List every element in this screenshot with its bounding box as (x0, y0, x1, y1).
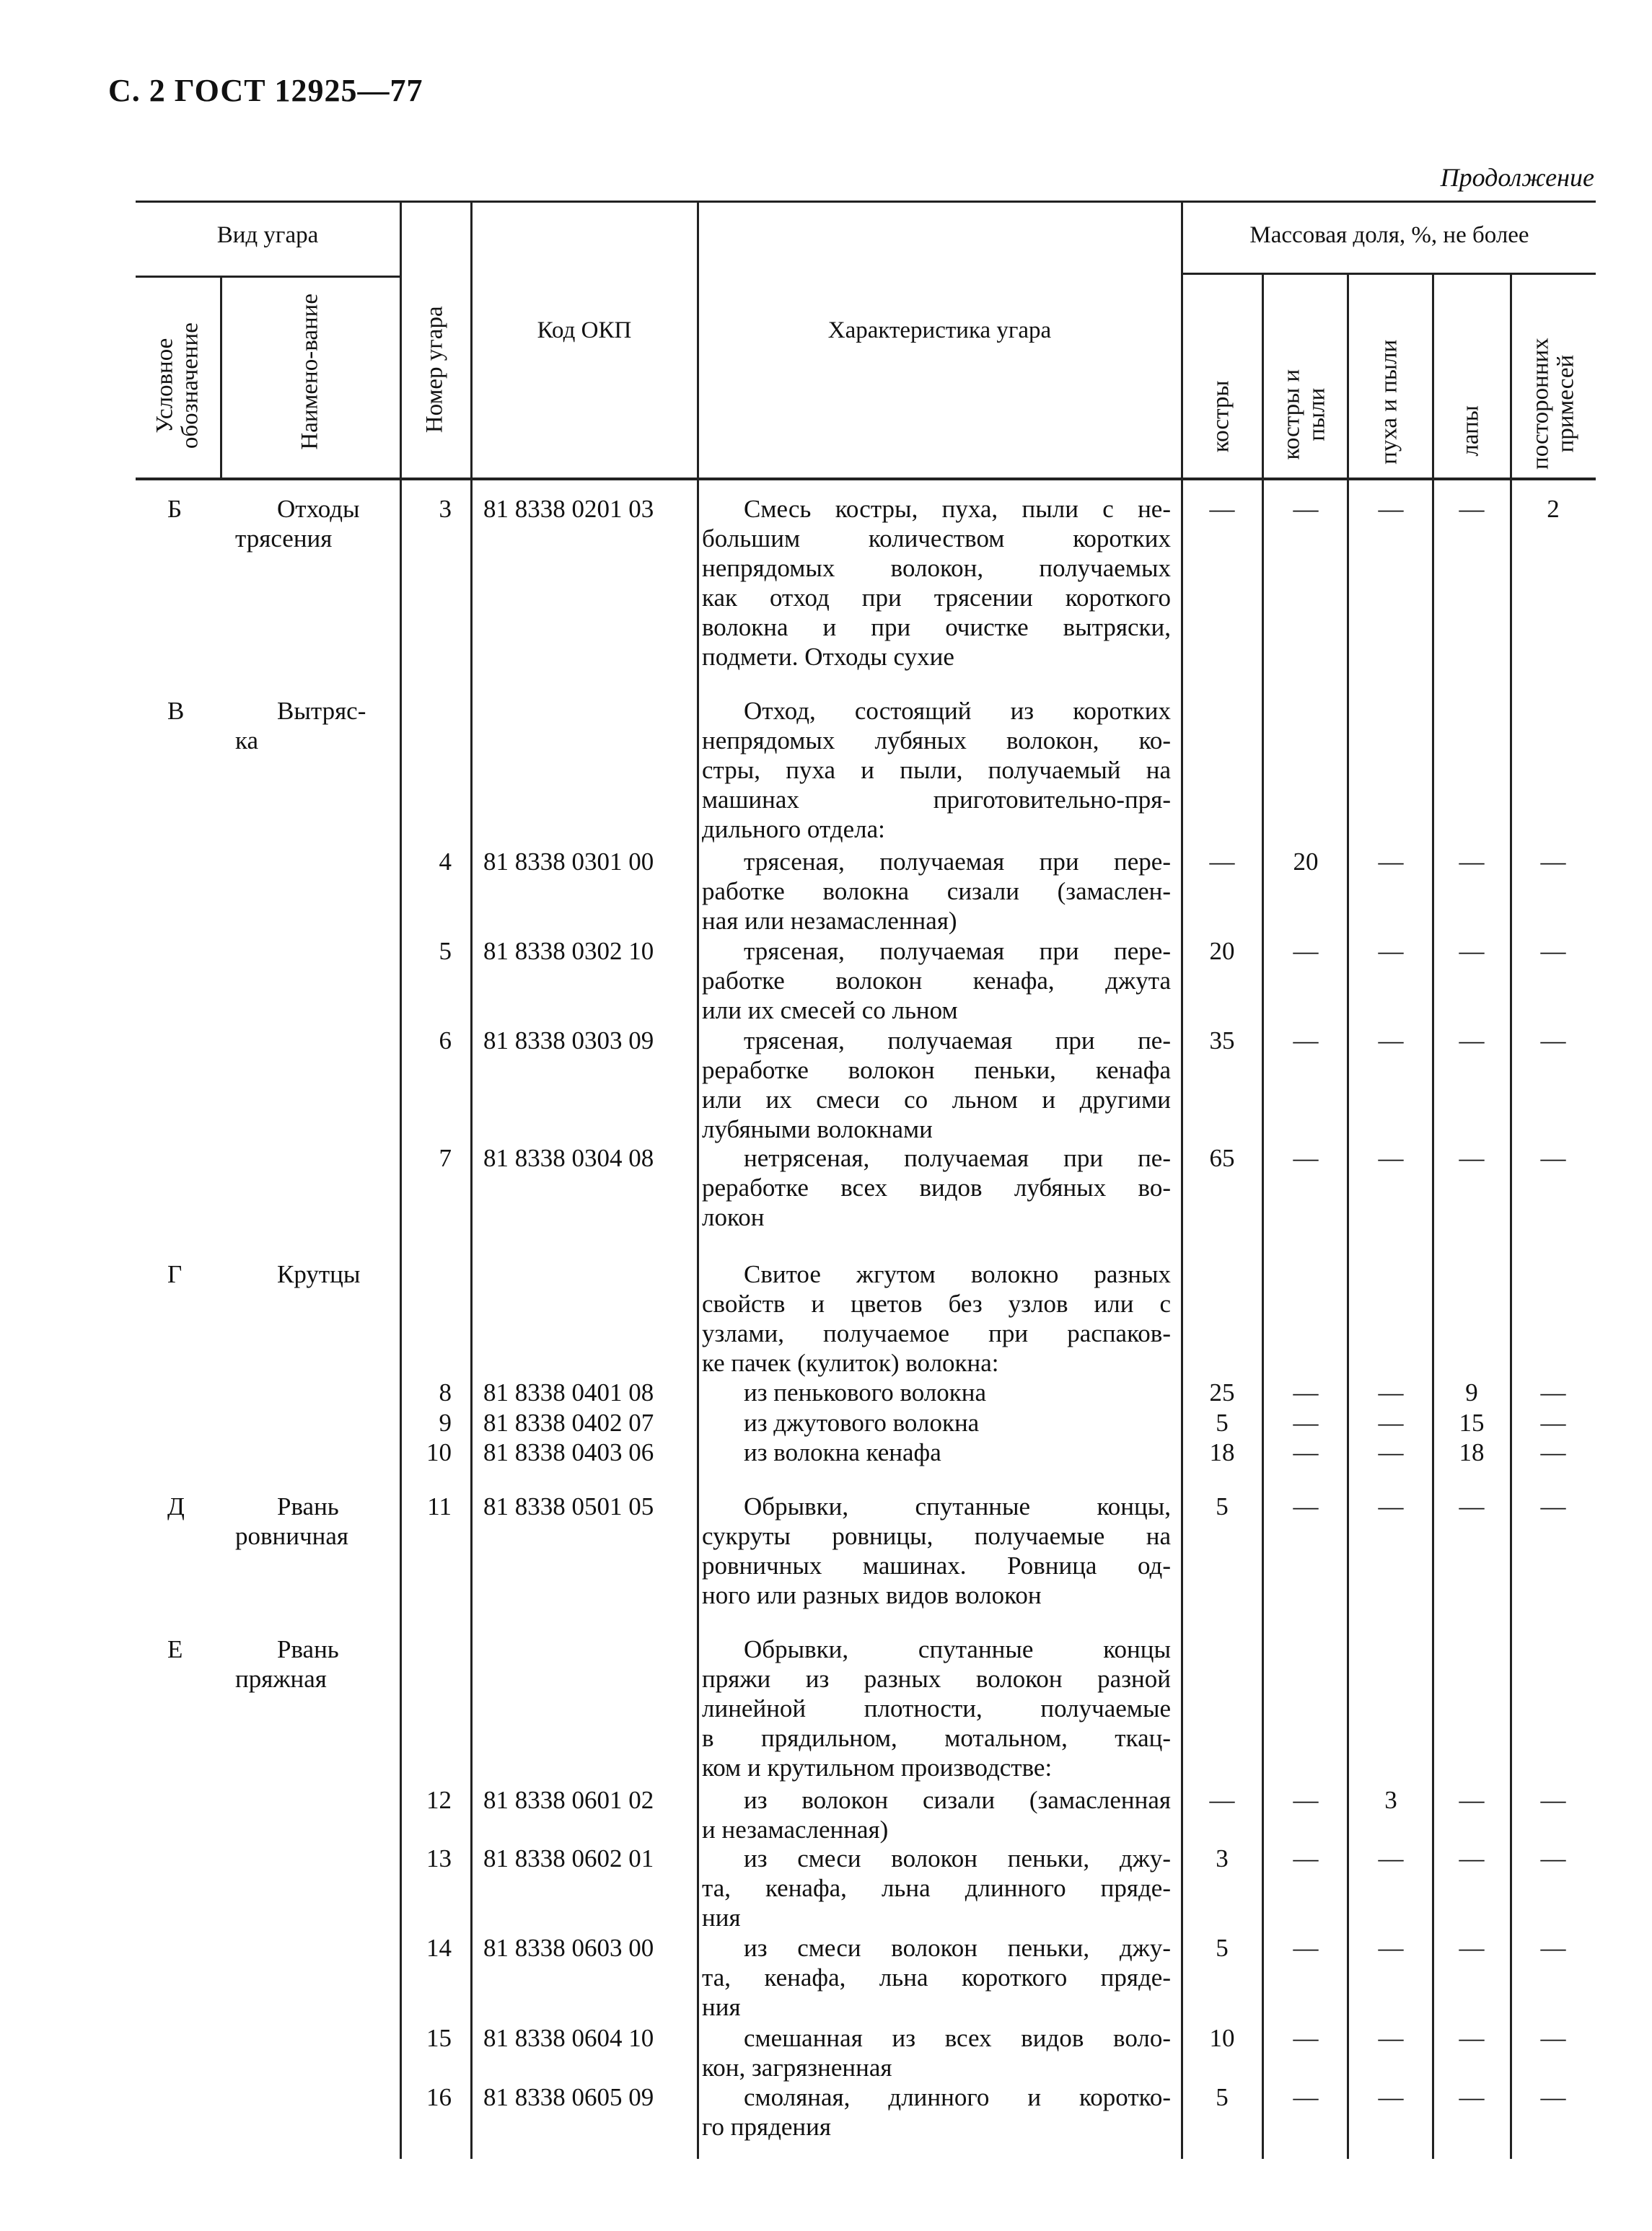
row-number: 4 (439, 848, 452, 876)
description-line: дильного отдела: (702, 815, 885, 843)
subheader-rule-right (1181, 273, 1596, 275)
row-okp-code: 81 8338 0603 00 (483, 1934, 654, 1962)
row-value: — (1209, 848, 1235, 876)
description-line: ком и крутильном производстве: (702, 1753, 1053, 1782)
description-line: та, кенафа, льна короткого пряде- (702, 1963, 1171, 1992)
row-value: — (1293, 1378, 1319, 1407)
row-okp-code: 81 8338 0304 08 (483, 1144, 654, 1172)
row-value: — (1540, 2083, 1566, 2111)
row-number: 14 (426, 1934, 452, 1962)
row-number: 9 (439, 1409, 452, 1437)
description-block (702, 1492, 1171, 1610)
description-block (702, 1408, 1171, 1438)
description-line: ке пачек (кулиток) волокна: (702, 1349, 999, 1377)
description-line: большим количеством коротких (702, 524, 1171, 553)
description-line: подмети. Отходы сухие (702, 643, 954, 671)
top-rule (136, 201, 1596, 203)
row-value: 20 (1293, 848, 1319, 876)
description-line: Свитое жгутом волокно разных (744, 1260, 1171, 1288)
description-block (702, 494, 1171, 672)
row-value: — (1209, 1786, 1235, 1814)
header-naimenovanie: Наимено-вание (296, 294, 323, 450)
description-line: Смесь костры, пуха, пыли с не- (744, 495, 1171, 523)
row-value: 2 (1547, 495, 1560, 523)
row-value: — (1540, 848, 1566, 876)
description-line: свойств и цветов без узлов или с (702, 1290, 1171, 1318)
row-value: 15 (1459, 1409, 1485, 1437)
row-value: — (1459, 2024, 1485, 2052)
row-number: 10 (426, 1438, 452, 1466)
group-name-line: ровничная (235, 1522, 348, 1550)
description-line: и незамасленная) (702, 1816, 889, 1844)
description-line: трясеная, получаемая при пе- (744, 1026, 1171, 1055)
row-value: — (1540, 1438, 1566, 1466)
row-okp-code: 81 8338 0402 07 (483, 1409, 654, 1437)
description-line: непрядомых волокон, получаемых (702, 554, 1171, 582)
row-value: 3 (1216, 1844, 1229, 1873)
header-kod: Код ОКП (537, 317, 632, 343)
row-value: — (1540, 1409, 1566, 1437)
row-value: — (1459, 848, 1485, 876)
group-code: Г (167, 1260, 183, 1288)
description-line: Обрывки, спутанные концы (744, 1635, 1171, 1663)
row-value: — (1378, 1026, 1404, 1055)
description-block (702, 1143, 1171, 1232)
row-okp-code: 81 8338 0601 02 (483, 1786, 654, 1814)
row-value: — (1293, 1438, 1319, 1466)
row-value: — (1293, 2024, 1319, 2052)
description-line: волокна и при очистке вытряски, (702, 613, 1171, 641)
subheader-rule-left (136, 276, 400, 278)
row-value: — (1459, 1026, 1485, 1055)
group-name (235, 1259, 387, 1289)
header-harakteristika: Характеристика угара (827, 317, 1052, 343)
row-value: — (1459, 1144, 1485, 1172)
row-okp-code: 81 8338 0401 08 (483, 1378, 654, 1407)
col-divider-7 (1347, 273, 1349, 2159)
row-okp-code: 81 8338 0604 10 (483, 2024, 654, 2052)
description-block (702, 1933, 1171, 2022)
description-block (702, 1259, 1171, 1378)
group-code: Д (167, 1492, 185, 1521)
row-value: — (1540, 1378, 1566, 1407)
description-block (702, 1026, 1171, 1144)
row-value: — (1293, 1844, 1319, 1873)
description-block (702, 1378, 1171, 1407)
group-name (235, 1492, 387, 1551)
row-value: — (1293, 1144, 1319, 1172)
description-block (702, 1844, 1171, 1932)
group-name-line: трясения (235, 524, 333, 553)
group-name-line: Рвань (277, 1635, 339, 1663)
description-line: ровничных машинах. Ровница од- (702, 1552, 1171, 1580)
col-divider-1 (220, 276, 222, 478)
description-block (702, 936, 1171, 1025)
description-block (702, 696, 1171, 844)
row-number: 16 (426, 2083, 452, 2111)
header-bottom-rule (136, 478, 1596, 480)
row-number: 7 (439, 1144, 452, 1172)
row-value: — (1378, 1378, 1404, 1407)
row-value: — (1540, 1934, 1566, 1962)
header-vid-ugara: Вид угара (216, 222, 319, 248)
row-value: — (1378, 1844, 1404, 1873)
group-name-line: Рвань (277, 1492, 339, 1521)
row-value: 35 (1209, 1026, 1235, 1055)
description-line: узлами, получаемое при распаков- (702, 1319, 1171, 1347)
row-value: — (1540, 937, 1566, 965)
row-okp-code: 81 8338 0602 01 (483, 1844, 654, 1873)
description-line: как отход при трясении короткого (702, 584, 1171, 612)
description-line: из волокна кенафа (744, 1438, 941, 1466)
group-code: Б (167, 495, 183, 523)
description-line: или их смесей со льном (702, 996, 958, 1024)
row-value: — (1378, 937, 1404, 965)
row-value: — (1378, 1438, 1404, 1466)
description-line: трясеная, получаемая при пере- (744, 937, 1171, 965)
description-line: трясеная, получаемая при пере- (744, 848, 1171, 876)
description-line: лубяными волокнами (702, 1115, 933, 1143)
row-value: — (1209, 495, 1235, 523)
row-number: 15 (426, 2024, 452, 2052)
row-value: — (1293, 1934, 1319, 1962)
row-value: — (1459, 495, 1485, 523)
row-value: 18 (1209, 1438, 1235, 1466)
row-value: — (1293, 1026, 1319, 1055)
group-code: В (167, 697, 185, 725)
row-value: — (1378, 1492, 1404, 1521)
row-number: 8 (439, 1378, 452, 1407)
continuation-label: Продолжение (1440, 163, 1594, 192)
col-divider-5 (1181, 201, 1183, 2159)
row-value: — (1378, 2083, 1404, 2111)
row-value: 5 (1216, 1492, 1229, 1521)
row-okp-code: 81 8338 0403 06 (483, 1438, 654, 1466)
row-value: — (1378, 1144, 1404, 1172)
group-name (235, 494, 387, 553)
row-value: 18 (1459, 1438, 1485, 1466)
header-nomer: Номер угара (421, 306, 448, 434)
row-value: — (1293, 1492, 1319, 1521)
row-number: 5 (439, 937, 452, 965)
description-line: го прядения (702, 2113, 831, 2141)
row-value: — (1378, 1934, 1404, 1962)
col-divider-6 (1262, 273, 1264, 2159)
row-number: 6 (439, 1026, 452, 1055)
description-line: ния (702, 1904, 741, 1932)
row-number: 3 (439, 495, 452, 523)
row-number: 13 (426, 1844, 452, 1873)
description-line: Отход, состоящий из коротких (744, 697, 1171, 725)
row-value: — (1540, 1492, 1566, 1521)
row-value: — (1378, 495, 1404, 523)
row-value: 10 (1209, 2024, 1235, 2052)
row-number: 12 (426, 1786, 452, 1814)
col-divider-4 (697, 201, 699, 2159)
header-uslovnoe: Условное обозначение (151, 322, 203, 449)
description-line: смоляная, длинного и коротко- (744, 2083, 1171, 2111)
description-line: Обрывки, спутанные концы, (744, 1492, 1171, 1521)
row-okp-code: 81 8338 0303 09 (483, 1026, 654, 1055)
description-line: работке волокон кенафа, джута (702, 967, 1171, 995)
row-value: — (1459, 1934, 1485, 1962)
group-name-line: Крутцы (277, 1260, 361, 1288)
page-header: С. 2 ГОСТ 12925—77 (108, 73, 423, 108)
header-lapy: лапы (1457, 405, 1484, 457)
description-line: из волокон сизали (замасленная (744, 1786, 1171, 1814)
group-name-line: Вытряс- (277, 697, 366, 725)
description-block (702, 2082, 1171, 2142)
description-line: или их смеси со льном и другими (702, 1086, 1171, 1114)
row-value: 5 (1216, 2083, 1229, 2111)
description-line: кон, загрязненная (702, 2054, 892, 2082)
row-value: — (1459, 1844, 1485, 1873)
col-divider-8 (1432, 273, 1434, 2159)
row-okp-code: 81 8338 0501 05 (483, 1492, 654, 1521)
description-block (702, 1438, 1171, 1467)
description-line: из смеси волокон пеньки, джу- (744, 1844, 1171, 1873)
row-value: 9 (1465, 1378, 1478, 1407)
description-line: из пенькового волокна (744, 1378, 987, 1407)
header-puha-pyli: пуха и пыли (1376, 339, 1402, 465)
description-line: непрядомых лубяных волокон, ко- (702, 726, 1171, 754)
row-okp-code: 81 8338 0605 09 (483, 2083, 654, 2111)
description-block (702, 847, 1171, 936)
row-value: 65 (1209, 1144, 1235, 1172)
description-block (702, 1634, 1171, 1782)
description-line: работке волокна сизали (замаслен- (702, 877, 1171, 905)
description-line: сукруты ровницы, получаемые на (702, 1522, 1171, 1550)
description-line: из смеси волокон пеньки, джу- (744, 1934, 1171, 1962)
description-line: реработке волокон пеньки, кенафа (702, 1056, 1171, 1084)
row-value: — (1459, 1786, 1485, 1814)
col-divider-3 (470, 201, 473, 2159)
row-number: 11 (427, 1492, 452, 1521)
row-value: — (1540, 1786, 1566, 1814)
group-name (235, 696, 387, 755)
row-value: — (1459, 937, 1485, 965)
row-value: — (1293, 495, 1319, 523)
description-line: машинах приготовительно-пря- (702, 786, 1171, 814)
row-okp-code: 81 8338 0302 10 (483, 937, 654, 965)
description-line: реработке всех видов лубяных во- (702, 1174, 1171, 1202)
header-kostry-pyli: костры и пыли (1278, 369, 1330, 460)
description-line: ная или незамасленная) (702, 907, 957, 935)
row-value: — (1459, 1492, 1485, 1521)
row-value: — (1378, 2024, 1404, 2052)
header-kostry: костры (1208, 380, 1234, 453)
description-line: та, кенафа, льна длинного пряде- (702, 1874, 1171, 1902)
group-name-line: ка (235, 726, 259, 754)
description-block (702, 2023, 1171, 2082)
row-value: — (1293, 2083, 1319, 2111)
row-value: 5 (1216, 1934, 1229, 1962)
col-divider-9 (1510, 273, 1512, 2159)
description-line: из джутового волокна (744, 1409, 980, 1437)
description-line: смешанная из всех видов воло- (744, 2024, 1171, 2052)
description-line: ния (702, 1993, 741, 2021)
row-value: 20 (1209, 937, 1235, 965)
description-block (702, 1785, 1171, 1844)
group-code: Е (167, 1635, 183, 1663)
row-value: — (1293, 1786, 1319, 1814)
row-value: 3 (1384, 1786, 1397, 1814)
row-value: — (1459, 2083, 1485, 2111)
group-name (235, 1634, 387, 1694)
row-value: — (1293, 1409, 1319, 1437)
header-massovaya: Массовая доля, %, не более (1249, 222, 1529, 248)
row-value: — (1540, 1844, 1566, 1873)
description-line: ного или разных видов волокон (702, 1581, 1042, 1609)
description-line: в прядильном, мотальном, ткац- (702, 1724, 1171, 1752)
description-line: локон (702, 1203, 765, 1231)
header-postoronnih: посторонних примесей (1527, 338, 1578, 470)
description-line: нетрясеная, получаемая при пе- (744, 1144, 1171, 1172)
row-value: 25 (1209, 1378, 1235, 1407)
row-value: 5 (1216, 1409, 1229, 1437)
description-line: стры, пуха и пыли, получаемый на (702, 756, 1171, 784)
group-name-line: Отходы (277, 495, 360, 523)
group-name-line: пряжная (235, 1665, 327, 1693)
description-line: линейной плотности, получаемые (702, 1694, 1171, 1722)
row-value: — (1540, 1144, 1566, 1172)
row-okp-code: 81 8338 0201 03 (483, 495, 654, 523)
row-value: — (1540, 1026, 1566, 1055)
row-okp-code: 81 8338 0301 00 (483, 848, 654, 876)
description-line: пряжи из разных волокон разной (702, 1665, 1171, 1693)
row-value: — (1540, 2024, 1566, 2052)
row-value: — (1378, 848, 1404, 876)
row-value: — (1378, 1409, 1404, 1437)
row-value: — (1293, 937, 1319, 965)
